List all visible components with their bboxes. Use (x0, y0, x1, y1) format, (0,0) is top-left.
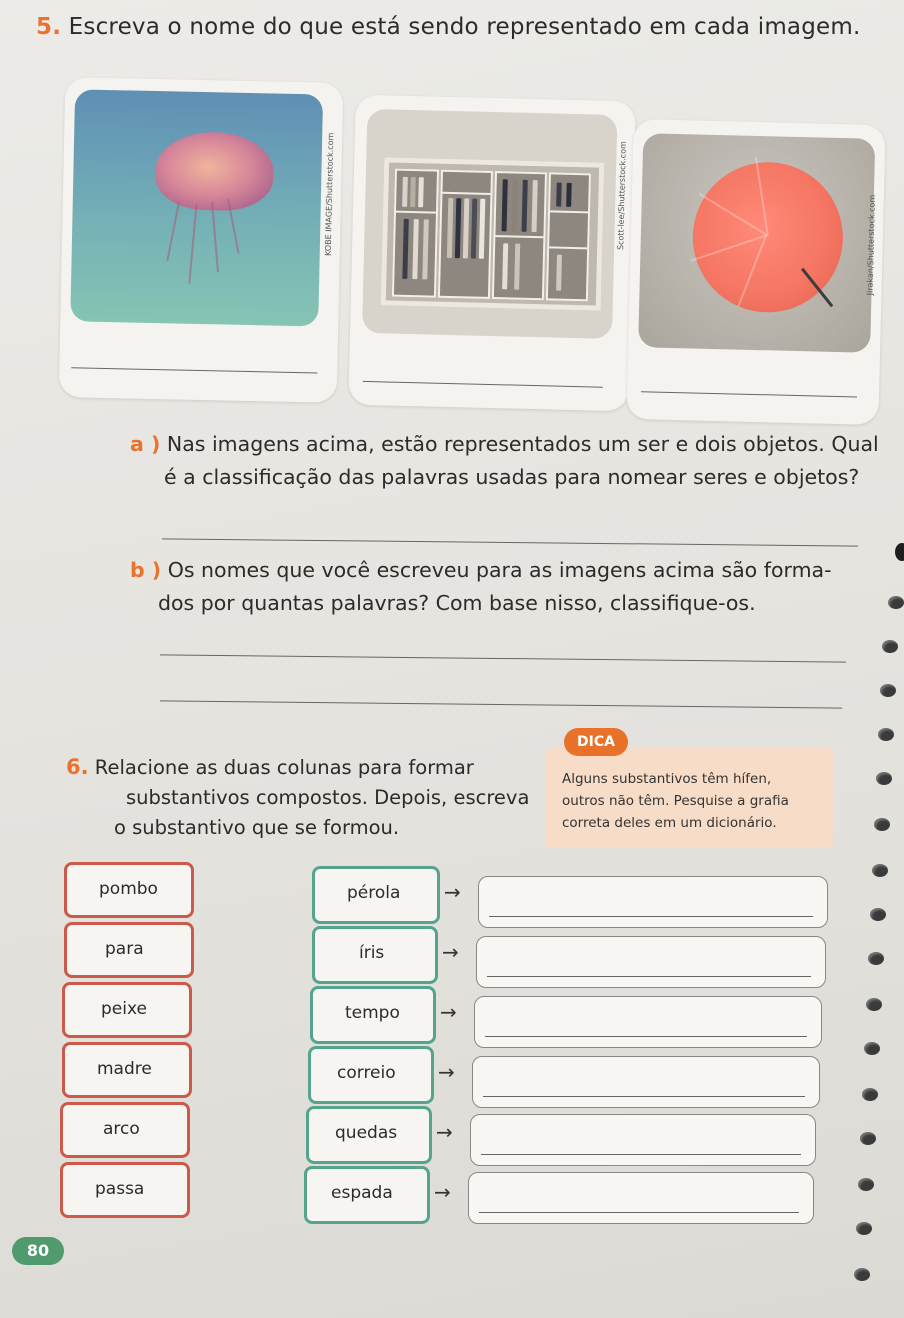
image-card-wardrobe (348, 95, 635, 412)
left-word: arco (103, 1119, 140, 1139)
tip-tag: DICA (564, 728, 628, 756)
answer-line-3 (641, 391, 857, 397)
exercise-6-number: 6. (66, 755, 89, 779)
tip-line-1: Alguns substantivos têm hífen, (562, 771, 772, 787)
page-number-badge: 80 (12, 1237, 64, 1265)
tentacle (166, 202, 180, 261)
wardrobe-photo (362, 109, 617, 339)
right-word-box[interactable] (312, 866, 440, 924)
right-word-box[interactable] (304, 1166, 430, 1224)
wardrobe-section (492, 171, 547, 300)
left-word: peixe (101, 999, 147, 1019)
left-word: para (105, 939, 144, 959)
tip-text (562, 768, 789, 834)
question-b-letter: b ) (130, 558, 162, 582)
left-word-box[interactable] (60, 1162, 190, 1218)
photo-credit: Scott-lee/Shutterstock.com (616, 141, 628, 251)
umbrella-icon (667, 137, 868, 338)
answer-line-b2 (160, 700, 842, 708)
compound-answer-box[interactable] (470, 1114, 816, 1166)
wardrobe-icon (381, 157, 605, 310)
left-word: passa (95, 1179, 145, 1199)
question-b (130, 554, 832, 620)
right-word-box[interactable] (308, 1046, 434, 1104)
left-word-box[interactable] (64, 922, 194, 978)
left-word-box[interactable] (60, 1102, 190, 1158)
photo-credit: Jirakan/Shutterstock.com (865, 194, 877, 296)
exercise-5-number: 5. (36, 14, 62, 40)
answer-line-2 (363, 381, 603, 388)
image-card-jellyfish (59, 77, 344, 403)
question-a-line-1: Nas imagens acima, estão representados um ser e dois objetos. Qual (166, 432, 879, 456)
image-card-umbrella (626, 119, 885, 425)
arrow-icon: → (434, 1180, 451, 1204)
arrow-icon: → (444, 880, 461, 904)
exercise-6-heading (66, 752, 529, 843)
compound-answer-box[interactable] (474, 996, 822, 1048)
right-word: correio (337, 1063, 396, 1083)
question-b-line-2: dos por quantas palavras? Com base nisso, classifique-os. (158, 591, 756, 615)
left-word-box[interactable] (62, 1042, 192, 1098)
wardrobe-section (392, 169, 439, 298)
left-word: pombo (99, 879, 158, 899)
right-word: pérola (347, 883, 401, 903)
question-b-line-1: Os nomes que você escreveu para as imagens acima são forma- (167, 558, 832, 582)
left-word-box[interactable] (64, 862, 194, 918)
question-a (130, 428, 879, 494)
exercise-6-line-1: Relacione as duas colunas para formar (94, 756, 474, 779)
exercise-6-line-3: o substantivo que se formou. (114, 816, 400, 839)
arrow-icon: → (440, 1000, 457, 1024)
right-word-box[interactable] (312, 926, 438, 984)
right-word: espada (331, 1183, 393, 1203)
right-word: tempo (345, 1003, 400, 1023)
right-word: quedas (335, 1123, 398, 1143)
right-word-box[interactable] (306, 1106, 432, 1164)
left-word: madre (97, 1059, 152, 1079)
umbrella-photo (638, 133, 875, 353)
question-a-letter: a ) (130, 432, 161, 456)
arrow-icon: → (436, 1120, 453, 1144)
tentacle (188, 204, 197, 284)
tip-line-2: outros não têm. Pesquise a grafia (562, 793, 789, 809)
tentacle (211, 202, 219, 272)
jellyfish-photo (70, 89, 323, 326)
compound-answer-box[interactable] (468, 1172, 814, 1224)
arrow-icon: → (438, 1060, 455, 1084)
right-word: íris (359, 943, 385, 963)
right-word-box[interactable] (310, 986, 436, 1044)
tip-line-3: correta deles em um dicionário. (562, 815, 777, 831)
compound-answer-box[interactable] (472, 1056, 820, 1108)
wardrobe-section (546, 172, 591, 301)
exercise-5-heading (36, 14, 861, 40)
jellyfish-icon (155, 131, 275, 211)
answer-line-b1 (160, 654, 846, 662)
question-a-line-2: é a classificação das palavras usadas para nomear seres e objetos? (164, 465, 860, 489)
left-word-box[interactable] (62, 982, 192, 1038)
photo-credit: KOBE IMAGE/Shutterstock.com (323, 132, 336, 257)
answer-line-1 (71, 367, 317, 373)
arrow-icon: → (442, 940, 459, 964)
exercise-5-prompt: Escreva o nome do que está sendo representado em cada imagem. (68, 14, 861, 40)
exercise-6-line-2: substantivos compostos. Depois, escreva (126, 786, 530, 809)
compound-answer-box[interactable] (476, 936, 826, 988)
compound-answer-box[interactable] (478, 876, 828, 928)
wardrobe-section (438, 170, 493, 299)
answer-line-a (162, 538, 858, 546)
